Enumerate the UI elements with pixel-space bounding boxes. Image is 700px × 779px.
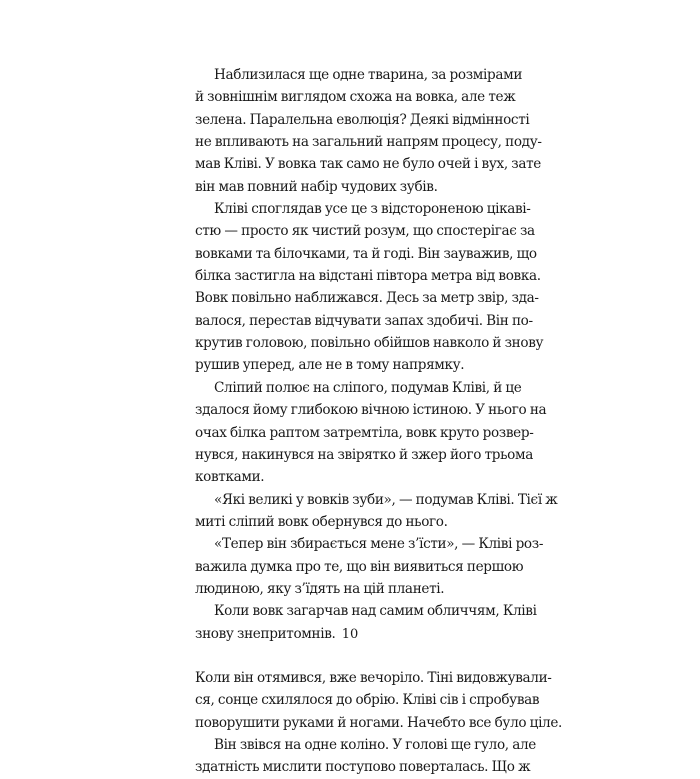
section-1 [195,64,558,645]
section-break [195,645,503,667]
text-line: й зовнішнім виглядом схожа на вовка, але теж [195,89,516,106]
text-line: людиною, яку з’їдять на цій планеті. [195,580,445,597]
text-line: вовками та білочками, та й годі. Він зауважив, що [195,245,537,262]
text-line: нувся, накинувся на звірятко й зжер його трьома [195,446,533,463]
text-line: здалося йому глибокою вічною істиною. У нього на [195,402,547,419]
text-line: поворушити руками й ногами. Начебто все було ціле. [195,714,563,731]
text-line: валося, перестав відчувати запах здобичі. Він по- [195,312,533,329]
text-line: здатність мислити поступово поверталась. Що ж [195,759,531,776]
section-2 [195,667,563,779]
text-line: «Які великі у вовків зуби», — подумав Кліві. Тієї ж [214,491,558,508]
text-block [195,64,563,779]
text-line: рушив уперед, але не в тому напрямку. [195,357,465,374]
text-line: Коли він отямився, вже вечоріло. Тіні видовжували- [195,669,552,686]
text-line: Сліпий полює на сліпого, подумав Кліві, й це [214,379,522,396]
text-line: Наблизилася ще одне тварина, за розмірами [214,67,523,83]
text-line: Він звівся на одне коліно. У голові ще гуло, але [214,736,536,753]
text-line: миті сліпий вовк обернувся до нього. [195,513,448,530]
text-line: ковтками. [195,469,265,486]
text-line: очах білка раптом затремтіла, вовк круто розвер- [195,424,534,441]
text-line: Коли вовк загарчав над самим обличчям, Кліві [214,603,537,620]
text-line: стю — просто як чистий розум, що спостерігає за [195,223,535,240]
text-line: мав Кліві. У вовка так само не було очей і вух, зате [195,156,541,173]
text-line: зелена. Паралельна еволюція? Деякі відмінності [195,111,530,128]
text-line: він мав повний набір чудових зубів. [195,178,438,195]
text-line: важила думка про те, що він виявиться першою [195,558,524,575]
text-line: ся, сонце схилялося до обрію. Кліві сів і спробував [195,692,540,709]
text-line: Вовк повільно наближався. Десь за метр звір, зда- [195,290,539,307]
text-line: білка застигла на відстані півтора метра від вовка. [195,268,541,285]
text-line: «Тепер він збирається мене з’їсти», — Кліві роз- [214,536,544,553]
text-line: крутив головою, повільно обійшов навколо й знову [195,335,544,352]
text-line: не впливають на загальний напрям процесу, поду- [195,134,542,151]
text-line: Кліві споглядав усе це з відстороненою цікаві- [214,201,531,218]
text-line: знову знепритомнів. [195,625,336,642]
page-number: 10 [341,627,359,642]
